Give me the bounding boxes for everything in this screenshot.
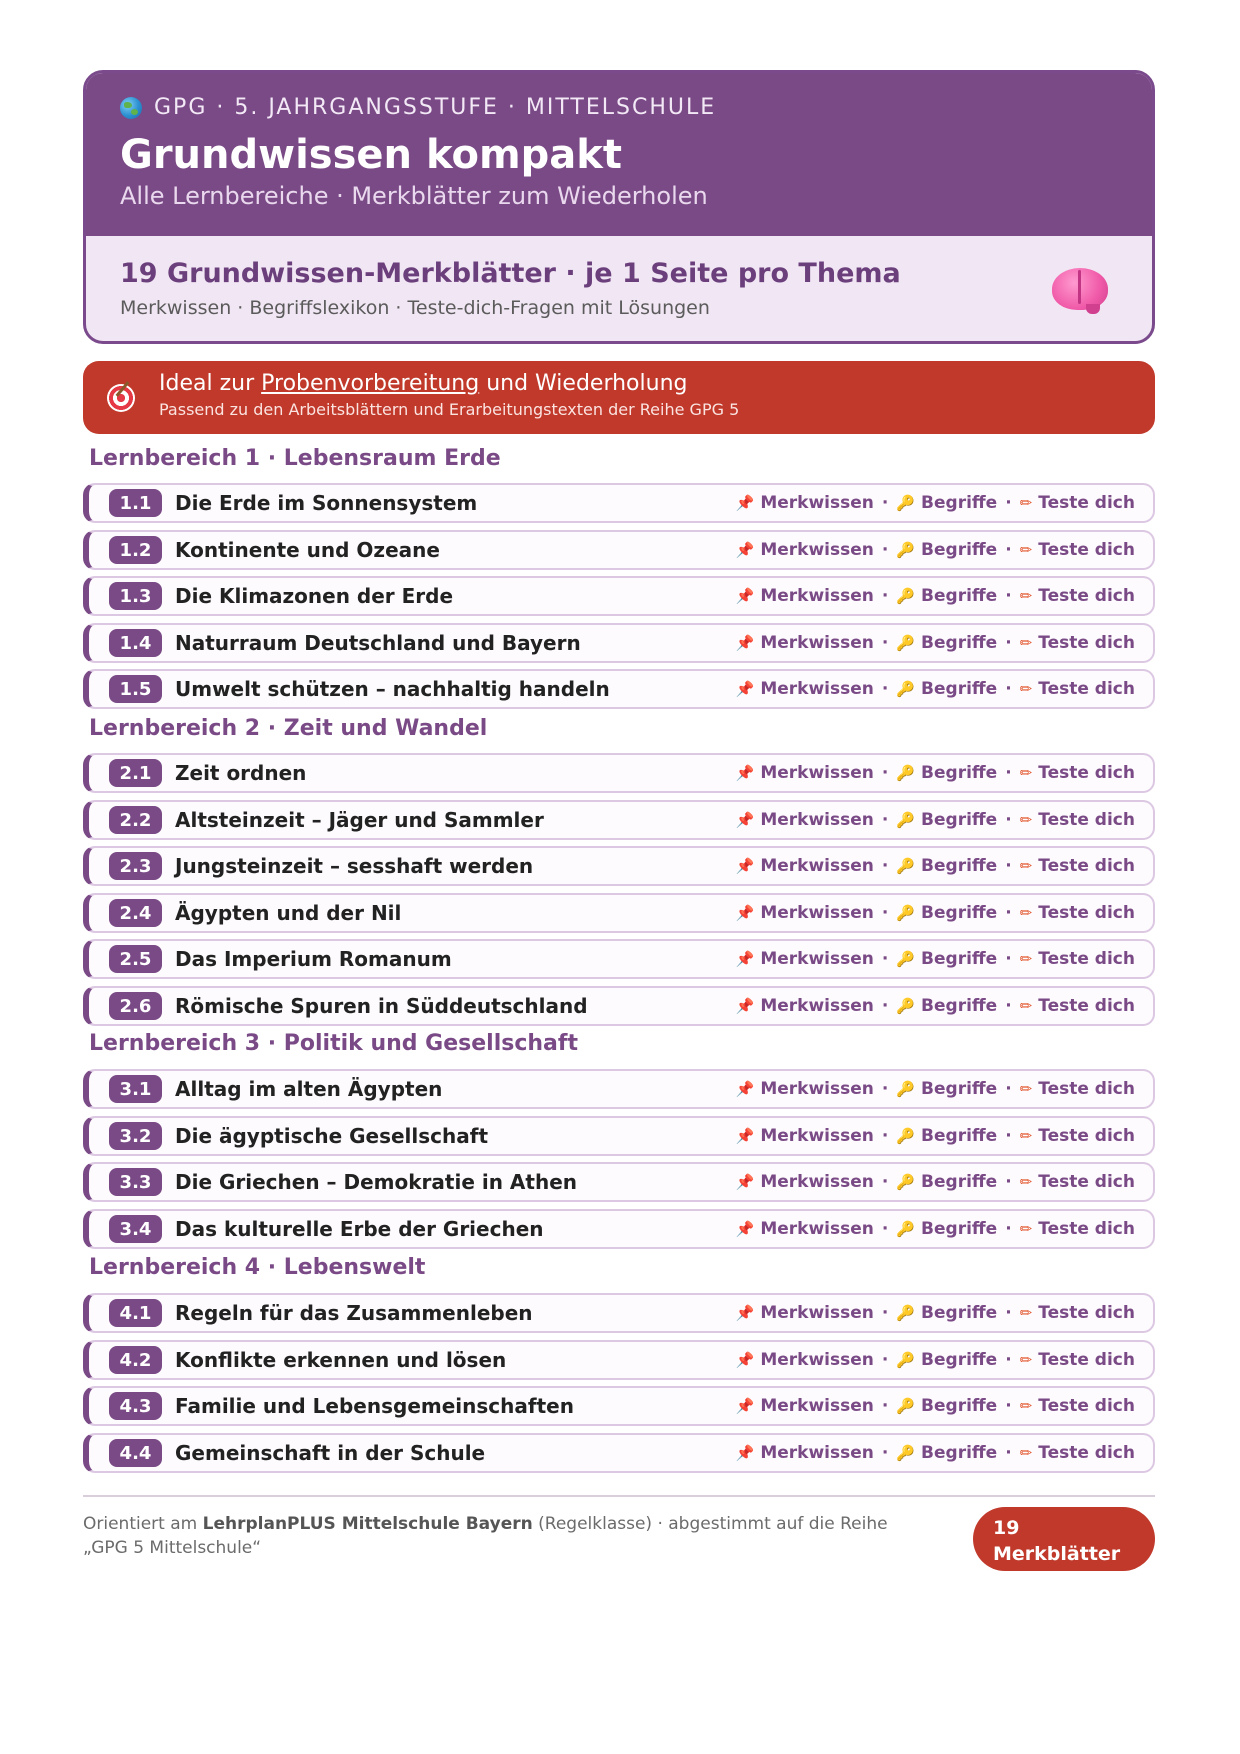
tag-teste-dich[interactable]: Teste dich [1038, 586, 1135, 606]
tag-separator: · [1005, 679, 1012, 699]
topic-tags [736, 1079, 1135, 1099]
tag-teste-dich[interactable]: Teste dich [1038, 1396, 1135, 1416]
topic-row[interactable] [83, 800, 1155, 840]
key-icon: 🔑 [896, 1220, 916, 1238]
tag-teste-dich[interactable]: Teste dich [1038, 996, 1135, 1016]
kicker-text: GPG · 5. JAHRGANGSSTUFE · MITTELSCHULE [154, 95, 717, 120]
pin-icon: 📌 [735, 1220, 755, 1238]
topic-title: Konflikte erkennen und lösen [175, 1348, 507, 1372]
topic-title: Gemeinschaft in der Schule [175, 1441, 486, 1465]
topic-title: Familie und Lebensgemeinschaften [175, 1394, 574, 1418]
pin-icon: 📌 [735, 587, 755, 605]
pencil-icon: ✏ [1019, 950, 1033, 968]
tag-teste-dich[interactable]: Teste dich [1038, 1079, 1135, 1099]
tag-begriffe[interactable]: Begriffe [921, 996, 998, 1016]
topic-number-badge: 2.2 [109, 806, 162, 834]
tag-teste-dich[interactable]: Teste dich [1038, 633, 1135, 653]
tag-begriffe[interactable]: Begriffe [921, 1079, 998, 1099]
topic-title: Die Griechen – Demokratie in Athen [175, 1170, 577, 1194]
tag-separator: · [1005, 856, 1012, 876]
pin-icon: 📌 [735, 904, 755, 922]
page-title: Grundwissen kompakt [120, 132, 622, 178]
tag-separator: · [1005, 633, 1012, 653]
topic-row[interactable] [83, 1340, 1155, 1380]
pin-icon: 📌 [735, 634, 755, 652]
tag-merkwissen[interactable]: Merkwissen [760, 493, 874, 513]
tag-begriffe[interactable]: Begriffe [921, 1396, 998, 1416]
topic-row[interactable] [83, 893, 1155, 933]
tag-separator: · [1005, 1126, 1012, 1146]
topic-row[interactable] [83, 1433, 1155, 1473]
pencil-icon: ✏ [1019, 904, 1033, 922]
tag-begriffe[interactable]: Begriffe [921, 810, 998, 830]
topic-row[interactable] [83, 1116, 1155, 1156]
tag-begriffe[interactable]: Begriffe [921, 1126, 998, 1146]
count-badge-label: Merkblätter [993, 1543, 1121, 1565]
tag-separator: · [881, 540, 889, 560]
tag-merkwissen[interactable]: Merkwissen [760, 903, 874, 923]
pin-icon: 📌 [735, 680, 755, 698]
tag-merkwissen[interactable]: Merkwissen [760, 586, 874, 606]
tag-merkwissen[interactable]: Merkwissen [760, 856, 874, 876]
pencil-icon: ✏ [1019, 680, 1033, 698]
tag-begriffe[interactable]: Begriffe [921, 1303, 998, 1323]
pencil-icon: ✏ [1019, 1080, 1033, 1098]
topic-number-badge: 4.2 [109, 1346, 162, 1374]
tag-separator: · [1005, 540, 1012, 560]
banner-prefix: Ideal zur [159, 371, 255, 396]
pin-icon: 📌 [735, 1444, 755, 1462]
pin-icon: 📌 [735, 1304, 755, 1322]
topic-title: Kontinente und Ozeane [175, 538, 440, 562]
page-subtitle: Alle Lernbereiche · Merkblätter zum Wiederholen [120, 182, 708, 210]
tag-separator: · [881, 1219, 889, 1239]
topic-number-badge: 4.1 [109, 1299, 162, 1327]
pencil-icon: ✏ [1019, 811, 1033, 829]
key-icon: 🔑 [896, 1173, 916, 1191]
topic-tags [736, 1443, 1135, 1463]
tag-separator: · [1005, 1303, 1012, 1323]
tag-begriffe[interactable]: Begriffe [921, 903, 998, 923]
topic-row[interactable] [83, 753, 1155, 793]
header-card [83, 70, 1155, 344]
tag-begriffe[interactable]: Begriffe [921, 1350, 998, 1370]
tag-separator: · [1005, 493, 1012, 513]
topic-tags [736, 493, 1135, 513]
topic-title: Das Imperium Romanum [175, 947, 452, 971]
pencil-icon: ✏ [1019, 494, 1033, 512]
banner-suffix: und Wiederholung [486, 371, 688, 396]
header-bottom [86, 236, 1152, 341]
tag-teste-dich[interactable]: Teste dich [1038, 1303, 1135, 1323]
pin-icon: 📌 [735, 997, 755, 1015]
tag-teste-dich[interactable]: Teste dich [1038, 763, 1135, 783]
section-title: Lernbereich 1 · Lebensraum Erde [89, 446, 501, 471]
topic-row[interactable] [83, 1162, 1155, 1202]
topic-tags [736, 1126, 1135, 1146]
topic-row[interactable] [83, 576, 1155, 616]
tag-separator: · [1005, 903, 1012, 923]
tag-separator: · [1005, 1350, 1012, 1370]
topic-number-badge: 2.5 [109, 945, 162, 973]
topic-row[interactable] [83, 1386, 1155, 1426]
topic-title: Naturraum Deutschland und Bayern [175, 631, 581, 655]
key-icon: 🔑 [896, 1397, 916, 1415]
tag-merkwissen[interactable]: Merkwissen [760, 540, 874, 560]
tag-merkwissen[interactable]: Merkwissen [760, 633, 874, 653]
tag-separator: · [1005, 1443, 1012, 1463]
sheets-subtitle: Merkwissen · Begriffslexikon · Teste-dich-Fragen mit Lösungen [120, 297, 710, 319]
tag-teste-dich[interactable]: Teste dich [1038, 810, 1135, 830]
topic-row[interactable] [83, 1209, 1155, 1249]
topic-number-badge: 4.3 [109, 1392, 162, 1420]
topic-tags [736, 856, 1135, 876]
tag-separator: · [1005, 810, 1012, 830]
topic-tags [736, 1350, 1135, 1370]
footer-prefix: Orientiert am [83, 1514, 198, 1534]
topic-tags [736, 1219, 1135, 1239]
pin-icon: 📌 [735, 1397, 755, 1415]
topic-number-badge: 2.4 [109, 899, 162, 927]
pin-icon: 📌 [735, 1127, 755, 1145]
tag-separator: · [881, 1079, 889, 1099]
topic-number-badge: 1.4 [109, 629, 162, 657]
footer-bold: LehrplanPLUS Mittelschule Bayern [202, 1514, 533, 1534]
tag-separator: · [1005, 1219, 1012, 1239]
pencil-icon: ✏ [1019, 1304, 1033, 1322]
key-icon: 🔑 [896, 811, 916, 829]
topic-title: Zeit ordnen [175, 761, 307, 785]
pencil-icon: ✏ [1019, 1220, 1033, 1238]
topic-number-badge: 1.2 [109, 536, 162, 564]
section-title: Lernbereich 4 · Lebenswelt [89, 1255, 426, 1280]
key-icon: 🔑 [896, 1304, 916, 1322]
key-icon: 🔑 [896, 950, 916, 968]
tag-separator: · [1005, 1172, 1012, 1192]
tag-separator: · [881, 763, 889, 783]
topic-tags [736, 679, 1135, 699]
topic-row[interactable] [83, 623, 1155, 663]
tag-teste-dich[interactable]: Teste dich [1038, 1219, 1135, 1239]
tag-separator: · [881, 949, 889, 969]
topic-number-badge: 1.1 [109, 489, 162, 517]
topic-tags [736, 810, 1135, 830]
topic-row[interactable] [83, 939, 1155, 979]
tag-merkwissen[interactable]: Merkwissen [760, 1219, 874, 1239]
topic-tags [736, 1303, 1135, 1323]
topic-title: Das kulturelle Erbe der Griechen [175, 1217, 544, 1241]
key-icon: 🔑 [896, 494, 916, 512]
topic-number-badge: 4.4 [109, 1439, 162, 1467]
topic-number-badge: 1.5 [109, 675, 162, 703]
tag-merkwissen[interactable]: Merkwissen [760, 1079, 874, 1099]
tag-merkwissen[interactable]: Merkwissen [760, 1350, 874, 1370]
tag-merkwissen[interactable]: Merkwissen [760, 1443, 874, 1463]
pin-icon: 📌 [735, 764, 755, 782]
topic-title: Regeln für das Zusammenleben [175, 1301, 533, 1325]
banner-link[interactable]: Probenvorbereitung [261, 371, 480, 396]
footer-text [83, 1512, 913, 1560]
pin-icon: 📌 [735, 857, 755, 875]
topic-tags [736, 586, 1135, 606]
topic-title: Alltag im alten Ägypten [175, 1077, 443, 1101]
tag-begriffe[interactable]: Begriffe [921, 1443, 998, 1463]
pencil-icon: ✏ [1019, 857, 1033, 875]
topic-number-badge: 2.3 [109, 852, 162, 880]
header-top [86, 73, 1152, 236]
tag-separator: · [881, 1172, 889, 1192]
topic-title: Umwelt schützen – nachhaltig handeln [175, 677, 610, 701]
pin-icon: 📌 [735, 541, 755, 559]
tag-separator: · [881, 810, 889, 830]
key-icon: 🔑 [896, 1444, 916, 1462]
tag-begriffe[interactable]: Begriffe [921, 949, 998, 969]
key-icon: 🔑 [896, 1080, 916, 1098]
topic-title: Römische Spuren in Süddeutschland [175, 994, 588, 1018]
tag-teste-dich[interactable]: Teste dich [1038, 540, 1135, 560]
tag-separator: · [881, 1396, 889, 1416]
tag-teste-dich[interactable]: Teste dich [1038, 679, 1135, 699]
tag-merkwissen[interactable]: Merkwissen [760, 810, 874, 830]
tag-merkwissen[interactable]: Merkwissen [760, 1303, 874, 1323]
tag-teste-dich[interactable]: Teste dich [1038, 1443, 1135, 1463]
tag-teste-dich[interactable]: Teste dich [1038, 1126, 1135, 1146]
pencil-icon: ✏ [1019, 541, 1033, 559]
topic-title: Die ägyptische Gesellschaft [175, 1124, 489, 1148]
probe-banner [83, 361, 1155, 434]
banner-line2: Passend zu den Arbeitsblättern und Erarbeitungstexten der Reihe GPG 5 [159, 400, 740, 419]
tag-separator: · [881, 856, 889, 876]
tag-merkwissen[interactable]: Merkwissen [760, 1172, 874, 1192]
tag-teste-dich[interactable]: Teste dich [1038, 903, 1135, 923]
key-icon: 🔑 [896, 680, 916, 698]
pin-icon: 📌 [735, 811, 755, 829]
tag-begriffe[interactable]: Begriffe [921, 679, 998, 699]
target-icon [107, 384, 135, 412]
topic-title: Die Erde im Sonnensystem [175, 491, 478, 515]
topic-tags [736, 996, 1135, 1016]
topic-tags [736, 903, 1135, 923]
topic-tags [736, 1396, 1135, 1416]
topic-tags [736, 763, 1135, 783]
tag-begriffe[interactable]: Begriffe [921, 1172, 998, 1192]
sheets-title: 19 Grundwissen-Merkblätter · je 1 Seite pro Thema [120, 258, 901, 289]
tag-begriffe[interactable]: Begriffe [921, 856, 998, 876]
tag-merkwissen[interactable]: Merkwissen [760, 763, 874, 783]
topic-number-badge: 3.4 [109, 1215, 162, 1243]
tag-begriffe[interactable]: Begriffe [921, 493, 998, 513]
topic-row[interactable] [83, 483, 1155, 523]
tag-merkwissen[interactable]: Merkwissen [760, 949, 874, 969]
tag-separator: · [881, 633, 889, 653]
pencil-icon: ✏ [1019, 587, 1033, 605]
key-icon: 🔑 [896, 541, 916, 559]
tag-separator: · [881, 1126, 889, 1146]
tag-separator: · [881, 679, 889, 699]
section-title: Lernbereich 2 · Zeit und Wandel [89, 716, 488, 741]
tag-separator: · [881, 1443, 889, 1463]
pencil-icon: ✏ [1019, 634, 1033, 652]
topic-number-badge: 1.3 [109, 582, 162, 610]
count-badge [973, 1507, 1155, 1571]
section-title: Lernbereich 3 · Politik und Gesellschaft [89, 1031, 578, 1056]
globe-icon [120, 97, 142, 119]
tag-separator: · [881, 493, 889, 513]
topic-tags [736, 1172, 1135, 1192]
tag-separator: · [881, 1303, 889, 1323]
tag-begriffe[interactable]: Begriffe [921, 586, 998, 606]
pin-icon: 📌 [735, 1351, 755, 1369]
key-icon: 🔑 [896, 904, 916, 922]
topic-number-badge: 3.2 [109, 1122, 162, 1150]
topic-row[interactable] [83, 1293, 1155, 1333]
pencil-icon: ✏ [1019, 997, 1033, 1015]
tag-separator: · [881, 903, 889, 923]
topic-number-badge: 2.1 [109, 759, 162, 787]
tag-teste-dich[interactable]: Teste dich [1038, 856, 1135, 876]
banner-line1 [159, 371, 1155, 396]
tag-separator: · [1005, 763, 1012, 783]
tag-teste-dich[interactable]: Teste dich [1038, 1350, 1135, 1370]
tag-merkwissen[interactable]: Merkwissen [760, 679, 874, 699]
tag-separator: · [1005, 1079, 1012, 1099]
tag-teste-dich[interactable]: Teste dich [1038, 1172, 1135, 1192]
topic-title: Die Klimazonen der Erde [175, 584, 454, 608]
tag-separator: · [881, 586, 889, 606]
brain-icon [1052, 264, 1108, 312]
key-icon: 🔑 [896, 634, 916, 652]
tag-separator: · [1005, 996, 1012, 1016]
tag-begriffe[interactable]: Begriffe [921, 1219, 998, 1239]
pin-icon: 📌 [735, 1173, 755, 1191]
topic-row[interactable] [83, 846, 1155, 886]
topic-number-badge: 3.1 [109, 1075, 162, 1103]
tag-begriffe[interactable]: Begriffe [921, 633, 998, 653]
footer-suffix: (Regelklasse) · abgestimmt auf die Reihe „GPG 5 Mittelschule“ [83, 1514, 888, 1558]
key-icon: 🔑 [896, 587, 916, 605]
pencil-icon: ✏ [1019, 1444, 1033, 1462]
pencil-icon: ✏ [1019, 1351, 1033, 1369]
key-icon: 🔑 [896, 1351, 916, 1369]
key-icon: 🔑 [896, 764, 916, 782]
pin-icon: 📌 [735, 950, 755, 968]
topic-row[interactable] [83, 530, 1155, 570]
tag-merkwissen[interactable]: Merkwissen [760, 1126, 874, 1146]
tag-begriffe[interactable]: Begriffe [921, 763, 998, 783]
pin-icon: 📌 [735, 1080, 755, 1098]
pencil-icon: ✏ [1019, 764, 1033, 782]
topic-tags [736, 540, 1135, 560]
key-icon: 🔑 [896, 1127, 916, 1145]
pin-icon: 📌 [735, 494, 755, 512]
topic-number-badge: 3.3 [109, 1168, 162, 1196]
topic-row[interactable] [83, 986, 1155, 1026]
footer-divider [83, 1495, 1155, 1497]
kicker [120, 95, 1118, 120]
tag-separator: · [1005, 949, 1012, 969]
tag-separator: · [881, 1350, 889, 1370]
key-icon: 🔑 [896, 857, 916, 875]
topic-title: Ägypten und der Nil [175, 901, 402, 925]
pencil-icon: ✏ [1019, 1397, 1033, 1415]
topic-tags [736, 633, 1135, 653]
tag-merkwissen[interactable]: Merkwissen [760, 996, 874, 1016]
pencil-icon: ✏ [1019, 1127, 1033, 1145]
topic-title: Altsteinzeit – Jäger und Sammler [175, 808, 544, 832]
topic-title: Jungsteinzeit – sesshaft werden [175, 854, 534, 878]
tag-begriffe[interactable]: Begriffe [921, 540, 998, 560]
tag-separator: · [1005, 586, 1012, 606]
count-badge-number: 19 [993, 1517, 1020, 1539]
pencil-icon: ✏ [1019, 1173, 1033, 1191]
tag-teste-dich[interactable]: Teste dich [1038, 493, 1135, 513]
tag-teste-dich[interactable]: Teste dich [1038, 949, 1135, 969]
tag-separator: · [1005, 1396, 1012, 1416]
key-icon: 🔑 [896, 997, 916, 1015]
tag-separator: · [881, 996, 889, 1016]
topic-number-badge: 2.6 [109, 992, 162, 1020]
topic-row[interactable] [83, 669, 1155, 709]
topic-tags [736, 949, 1135, 969]
tag-merkwissen[interactable]: Merkwissen [760, 1396, 874, 1416]
topic-row[interactable] [83, 1069, 1155, 1109]
